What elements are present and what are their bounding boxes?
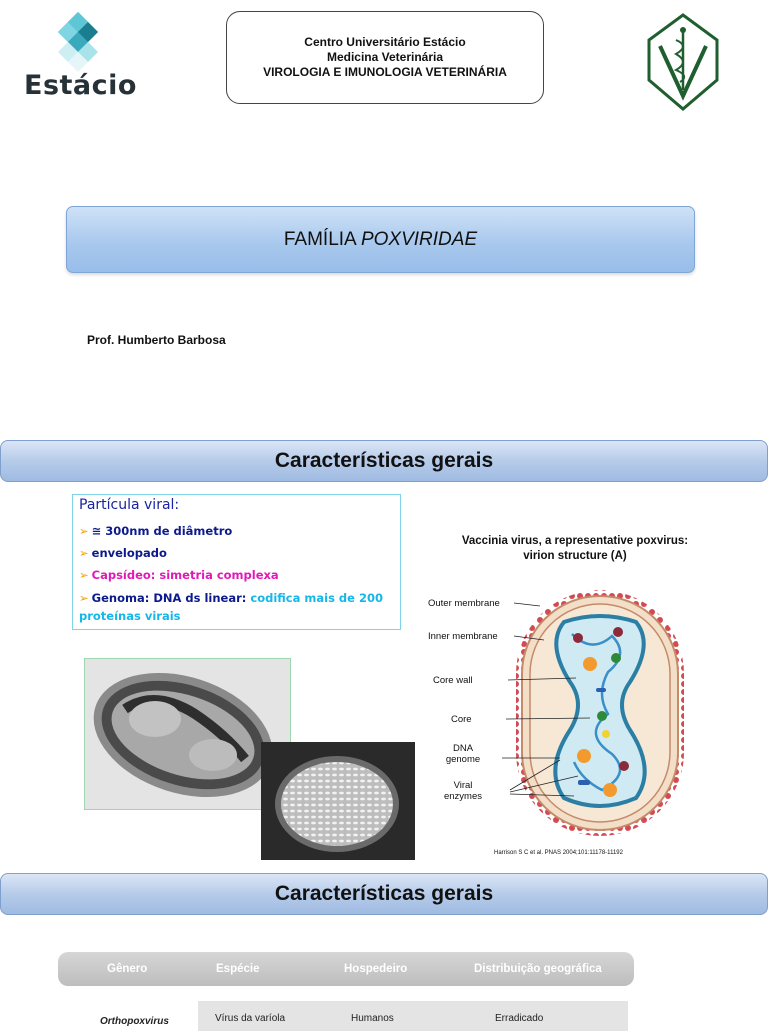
diagram-title-line1: Vaccinia virus, a representative poxvirus:	[461, 535, 689, 547]
label-dna-genome: DNA genome	[445, 743, 481, 765]
cell-genus: Orthopoxvirus	[100, 1016, 169, 1027]
label-core: Core	[451, 714, 472, 725]
particle-item: ➢ Genoma: DNA ds linear: codifica mais de 200 proteínas virais	[79, 591, 383, 623]
subject-name: VIROLOGIA E IMUNOLOGIA VETERINÁRIA	[263, 65, 507, 79]
label-leader-lines	[480, 590, 600, 820]
section-heading-1	[0, 440, 768, 482]
micrograph-virion-section	[84, 658, 291, 810]
cell-host: Humanos	[351, 1013, 394, 1024]
section-heading-1-text: Características gerais	[274, 449, 494, 472]
label-viral-enzymes: Viral enzymes	[443, 780, 482, 802]
author-name: Prof. Humberto Barbosa	[87, 333, 226, 347]
title-family: POXVIRIDAE	[360, 228, 478, 250]
section-heading-2	[0, 873, 768, 915]
particle-item: ➢ envelopado	[79, 546, 167, 560]
column-header-host: Hospedeiro	[344, 963, 408, 975]
institution-header	[226, 11, 544, 104]
diagram-title-line2: virion structure (A)	[523, 550, 627, 562]
column-header-genus: Gênero	[107, 963, 148, 975]
logo-wordmark: Estácio	[24, 70, 137, 101]
institution-name: Centro Universitário Estácio	[304, 35, 466, 49]
veterinary-emblem	[646, 12, 720, 112]
estacio-logo-icon	[42, 10, 114, 72]
diagram-citation: Harrison S C et al. PNAS 2004;101:11178-11192	[494, 850, 623, 856]
particle-item: ➢ ≅ 300nm de diâmetro	[79, 524, 233, 538]
diagram-title	[420, 534, 730, 564]
title-prefix: FAMÍLIA	[283, 228, 361, 250]
arrow-icon: ➢	[79, 524, 89, 538]
table-header	[58, 952, 634, 986]
caduceus-shield-icon	[646, 12, 720, 112]
arrow-icon: ➢	[79, 568, 89, 582]
label-core-wall: Core wall	[433, 675, 473, 686]
arrow-icon: ➢	[79, 591, 89, 605]
column-header-distribution: Distribuição geográfica	[474, 963, 602, 975]
particle-item: ➢ Capsídeo: simetria complexa	[79, 568, 279, 582]
arrow-icon: ➢	[79, 546, 89, 560]
section-heading-2-text: Características gerais	[274, 882, 494, 905]
micrograph-virion-surface	[261, 742, 415, 860]
label-inner-membrane: Inner membrane	[428, 631, 498, 642]
course-name: Medicina Veterinária	[326, 50, 444, 64]
presentation-title	[66, 206, 695, 273]
cell-species: Vírus da varíola	[215, 1013, 286, 1024]
column-header-species: Espécie	[216, 963, 260, 975]
cell-distribution: Erradicado	[495, 1013, 544, 1024]
estacio-logo	[42, 10, 114, 72]
label-outer-membrane: Outer membrane	[428, 598, 500, 609]
particle-heading: Partícula viral:	[79, 497, 180, 513]
viral-particle-box	[72, 494, 401, 630]
